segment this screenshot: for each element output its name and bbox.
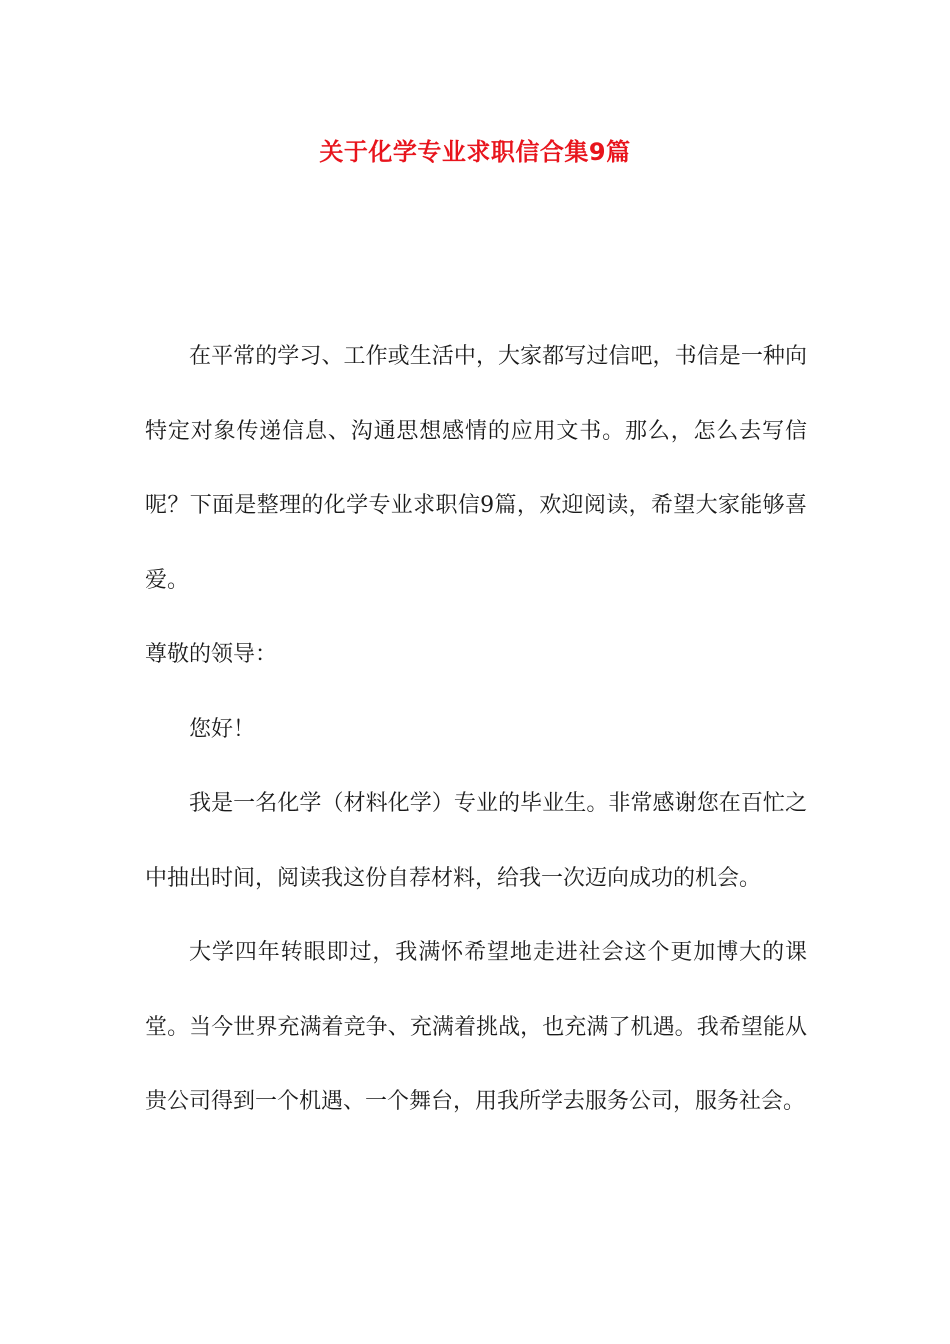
body-paragraph-1: 我是一名化学（材料化学）专业的毕业生。非常感谢您在百忙之中抽出时间，阅读我这份自荐材料，给我一次迈向成功的机会。 xyxy=(145,791,807,891)
document-title: 关于化学专业求职信合集9篇 xyxy=(319,138,631,166)
document-body xyxy=(145,320,807,1140)
intro-paragraph: 在平常的学习、工作或生活中，大家都写过信吧，书信是一种向特定对象传递信息、沟通思想感情的应用文书。那么，怎么去写信呢？下面是整理的化学专业求职信9篇，欢迎阅读，希望大家能够喜爱。 xyxy=(145,344,807,593)
salutation: 尊敬的领导： xyxy=(145,642,278,667)
greeting: 您好！ xyxy=(189,716,256,742)
body-paragraph-2: 大学四年转眼即过，我满怀希望地走进社会这个更加博大的课堂。当今世界充满着竞争、充满着挑战，也充满了机遇。我希望能从贵公司得到一个机遇、一个舞台，用我所学去服务公司，服务社会。 xyxy=(145,940,807,1114)
